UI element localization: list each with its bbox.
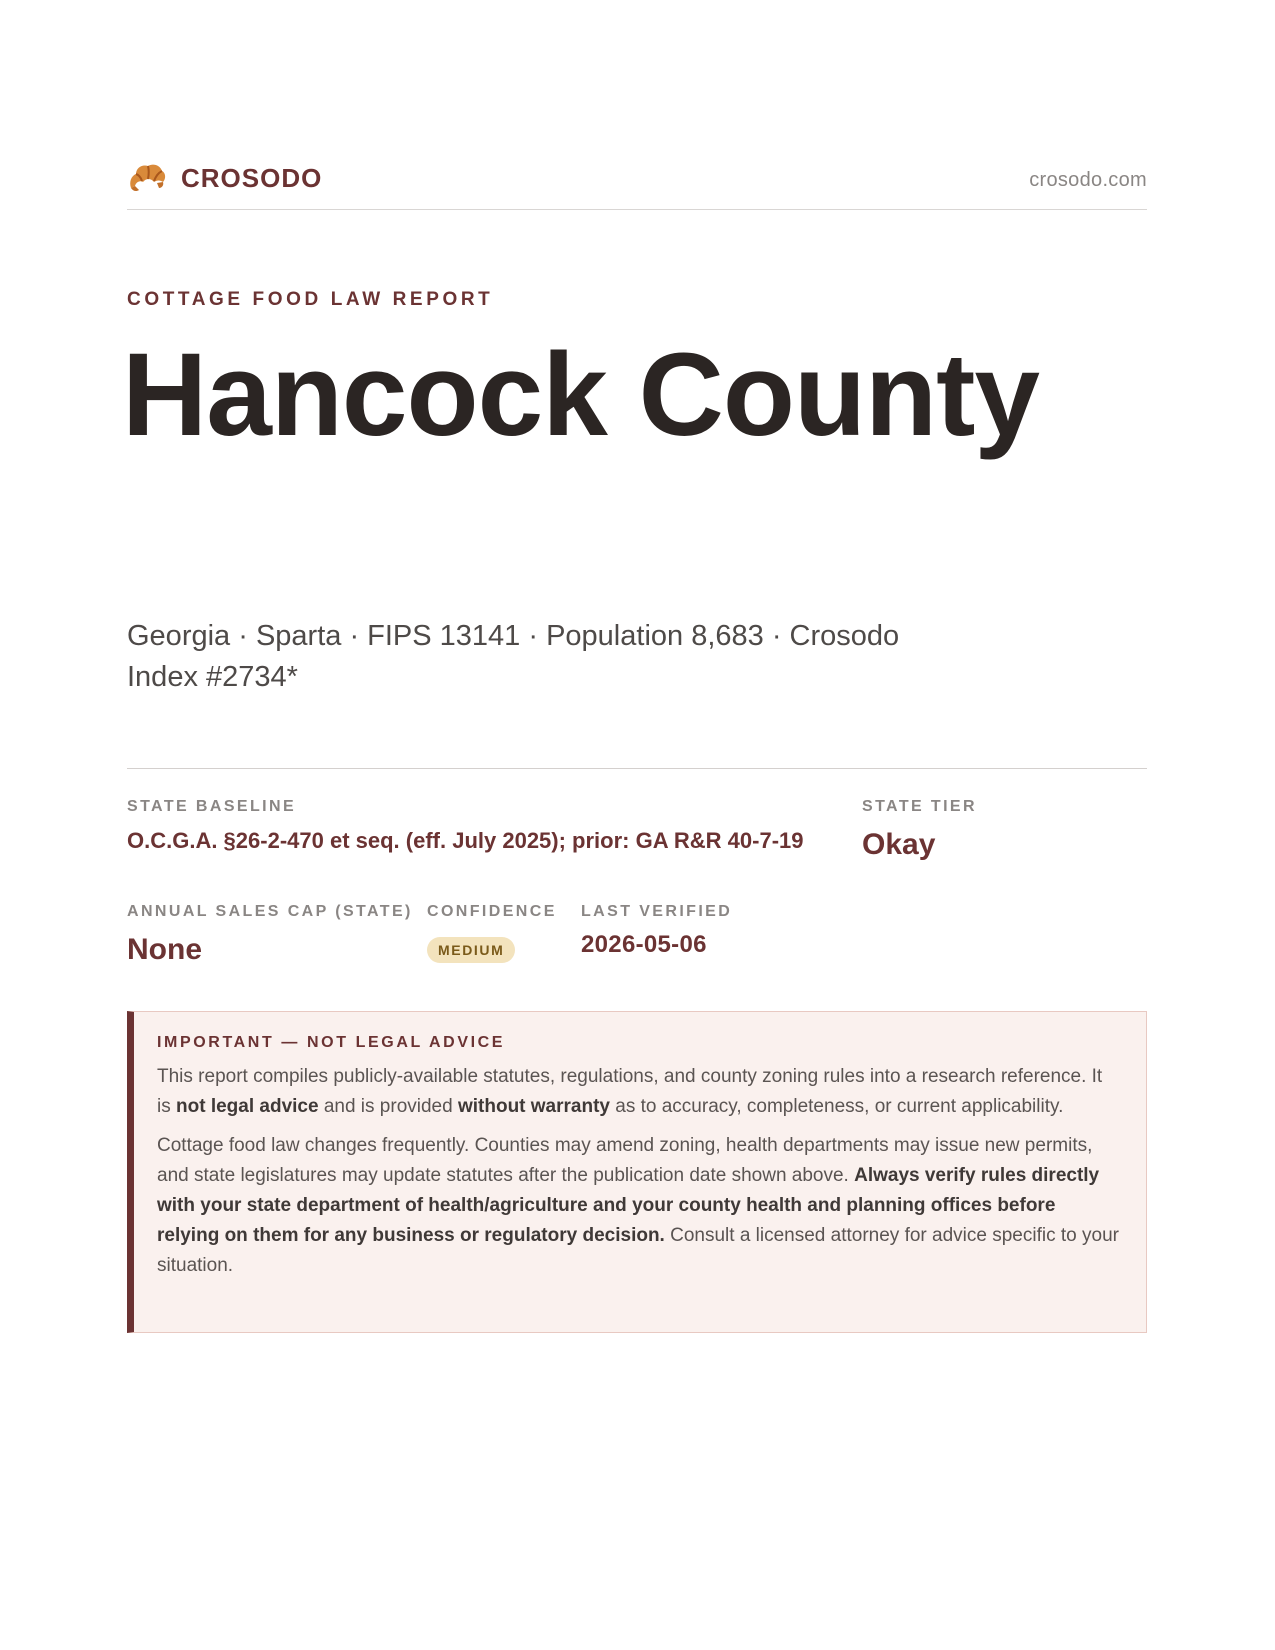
notice-emphasis: Always verify rules directly with your state department of health/agriculture and your county health and planning offices before relying on them for any business or regulatory decision. xyxy=(157,1165,1100,1246)
brand-name: CROSODO xyxy=(181,162,323,193)
notice-text: as to accuracy, completeness, or current applicability. xyxy=(609,1096,1064,1117)
site-url-link[interactable]: crosodo.com xyxy=(1029,169,1147,191)
annual-sales-cap-label: ANNUAL SALES CAP (STATE) xyxy=(127,903,413,920)
notice-title: IMPORTANT — NOT LEGAL ADVICE xyxy=(157,1034,506,1051)
notice-paragraph-1 xyxy=(157,1062,1120,1122)
report-eyebrow: COTTAGE FOOD LAW REPORT xyxy=(127,289,494,310)
annual-sales-cap-value: None xyxy=(127,933,202,966)
legal-notice xyxy=(127,1011,1147,1333)
notice-text: Cottage food law changes frequently. Counties may amend zoning, health departments may issue new permits, and state legislatures may update statutes after the publication date shown above. xyxy=(157,1135,1093,1186)
state-tier-value: Okay xyxy=(862,828,936,861)
state-tier-label: STATE TIER xyxy=(862,798,977,815)
brand[interactable] xyxy=(127,160,322,196)
page-header xyxy=(127,155,1147,210)
state-baseline-value: O.C.G.A. §26-2-470 et seq. (eff. July 2025); prior: GA R&R 40-7-19 xyxy=(127,828,804,853)
confidence-label: CONFIDENCE xyxy=(427,903,557,920)
notice-emphasis: without warranty xyxy=(457,1096,610,1117)
state-tier-field xyxy=(862,798,977,862)
report-subtitle: Georgia · Sparta · FIPS 13141 · Population 8,683 · Crosodo Index #2734* xyxy=(127,620,900,693)
state-baseline-label: STATE BASELINE xyxy=(127,798,297,815)
notice-text: and is provided xyxy=(318,1096,458,1117)
last-verified-label: LAST VERIFIED xyxy=(581,903,733,920)
page-title: Hancock County xyxy=(122,329,1040,461)
annual-sales-cap-field xyxy=(127,903,413,967)
last-verified-value: 2026-05-06 xyxy=(581,931,707,958)
last-verified-field xyxy=(581,903,732,959)
croissant-icon xyxy=(127,160,167,196)
notice-paragraph-2 xyxy=(157,1131,1120,1281)
notice-text: Consult a licensed attorney for advice specific to your situation. xyxy=(157,1225,1119,1276)
confidence-field xyxy=(427,903,557,963)
state-baseline-field xyxy=(127,798,804,854)
notice-text: This report compiles publicly-available statutes, regulations, and county zoning rules into a research reference. It is xyxy=(157,1066,1103,1117)
section-divider xyxy=(127,768,1147,769)
notice-emphasis: not legal advice xyxy=(176,1096,319,1117)
confidence-badge: MEDIUM xyxy=(427,937,515,963)
